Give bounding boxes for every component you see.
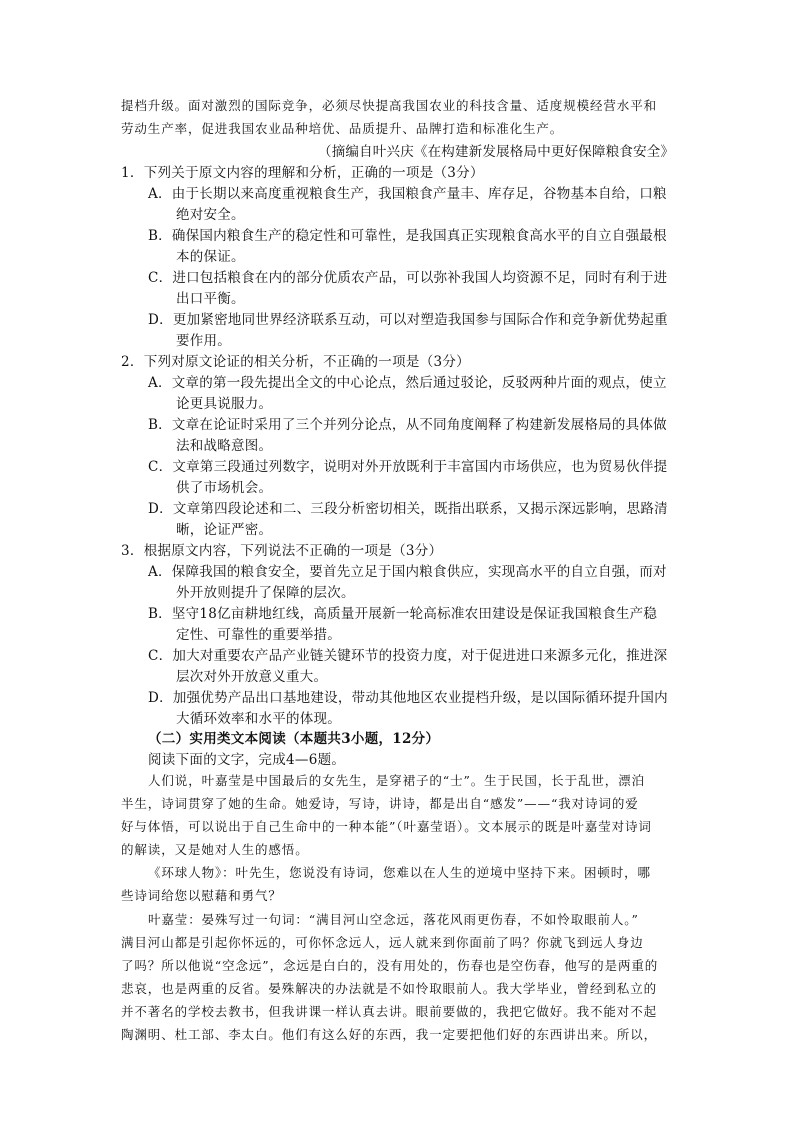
question-2-option-b: B．文章在论证时采用了三个并列分论点，从不同角度阐释了构建新发展格局的具体做 bbox=[148, 417, 667, 433]
question-1-option-a: A．由于长期以来高度重视粮食生产，我国粮食产量丰、库存足，谷物基本自给，口粮 bbox=[148, 186, 667, 202]
question-1-option-a-cont: 绝对安全。 bbox=[176, 207, 245, 223]
passage-line: 了吗？所以他说“空念远”，念远是白白的，没有用处的，伤春也是空伤春，他写的是两重的 bbox=[121, 958, 659, 973]
question-3-option-a: A．保障我国的粮食安全，要首先立足于国内粮食供应，实现高水平的自立自强，而对 bbox=[148, 564, 667, 580]
question-3-option-d: D．加强优势产品出口基地建设，带动其他地区农业提档升级，是以国际循环提升国内 bbox=[148, 690, 668, 706]
question-1-option-d-cont: 要作用。 bbox=[176, 333, 231, 349]
passage-line: 悲哀，也是两重的反省。晏殊解决的办法就是不如怜取眼前人。我大学毕业，曾经到私立的 bbox=[121, 981, 658, 996]
question-1-option-c: C．进口包括粮食在内的部分优质农产品，可以弥补我国人均资源不足，同时有利于进 bbox=[148, 270, 668, 286]
question-1-stem: 1．下列关于原文内容的理解和分析，正确的一项是（3分） bbox=[121, 165, 484, 181]
question-2-stem: 2．下列对原文论证的相关分析，不正确的一项是（3分） bbox=[121, 354, 470, 370]
passage-line: 叶嘉莹：晏殊写过一句词：“满目河山空念远，落花风雨更伤春，不如怜取眼前人。” bbox=[148, 912, 639, 927]
question-3-stem: 3．根据原文内容，下列说法不正确的一项是（3分） bbox=[121, 543, 443, 559]
passage-line: 半生，诗词贯穿了她的生命。她爱诗，写诗，讲诗，都是出自“感发”——“我对诗词的爱 bbox=[121, 796, 639, 811]
question-3-option-a-cont: 外开放则提升了保障的层次。 bbox=[176, 585, 355, 601]
passage-line: 《环球人物》：叶先生，您说没有诗词，您难以在人生的逆境中坚持下来。困顿时，哪 bbox=[148, 865, 651, 880]
question-2-option-a: A．文章的第一段先提出全文的中心论点，然后通过驳论，反驳两种片面的观点，使立 bbox=[148, 375, 667, 391]
question-1-option-c-cont: 出口平衡。 bbox=[176, 291, 245, 307]
question-1-option-b: B．确保国内粮食生产的稳定性和可靠性，是我国真正实现粮食高水平的自立自强最根 bbox=[148, 228, 667, 244]
question-3-option-c-cont: 层次对外开放意义重大。 bbox=[176, 669, 328, 685]
passage-line: 好与体悟，可以说出于自己生命中的一种本能”（叶嘉莹语）。文本展示的既是叶嘉莹对诗词 bbox=[121, 819, 652, 834]
passage-line: 并不著名的学校去教书，但我讲课一样认真去讲。眼前要做的，我把它做好。我不能对不起 bbox=[121, 1004, 658, 1019]
section-heading: （二）实用类文本阅读（本题共3小题，12分） bbox=[148, 731, 440, 747]
intro-line-2: 劳动生产率，促进我国农业品种培优、品质提升、品牌打造和标准化生产。 bbox=[121, 121, 564, 136]
passage-line: 陶渊明、杜工部、李太白。他们有这么好的东西，我一定要把他们好的东西讲出来。所以， bbox=[121, 1027, 658, 1042]
question-3-option-c: C．加大对重要农产品产业链关键环节的投资力度，对于促进进口来源多元化，推进深 bbox=[148, 648, 668, 664]
question-1-option-d: D．更加紧密地同世界经济联系互动，可以对塑造我国参与国际合作和竞争新优势起重 bbox=[148, 312, 668, 328]
question-3-option-b-cont: 定性、可靠性的重要举措。 bbox=[176, 627, 341, 643]
section-instruction: 阅读下面的文字，完成4—6题。 bbox=[148, 752, 346, 768]
question-3-option-b: B．坚守18亿亩耕地红线，高质量开展新一轮高标准农田建设是保证我国粮食生产稳 bbox=[148, 606, 658, 622]
question-2-option-b-cont: 法和战略意图。 bbox=[176, 438, 273, 454]
source-citation: （摘编自叶兴庆《在构建新发展格局中更好保障粮食安全》 bbox=[318, 144, 675, 160]
intro-line-1: 提档升级。面对激烈的国际竞争，必须尽快提高我国农业的科技含量、适度规模经营水平和 bbox=[121, 98, 658, 113]
question-2-option-a-cont: 论更具说服力。 bbox=[176, 396, 273, 412]
question-2-option-d-cont: 晰，论证严密。 bbox=[176, 522, 273, 538]
passage-line: 满目河山都是引起你怀远的，可你怀念远人，远人就来到你面前了吗？你就飞到远人身边 bbox=[121, 935, 644, 950]
question-3-option-d-cont: 大循环效率和水平的体现。 bbox=[176, 711, 341, 727]
passage-line: 些诗词给您以慰藉和勇气？ bbox=[121, 888, 282, 903]
question-2-option-d: D．文章第四段论述和二、三段分析密切相关，既指出联系，又揭示深远影响，思路清 bbox=[148, 501, 668, 517]
passage-line: 的解读，又是她对人生的感悟。 bbox=[121, 842, 309, 857]
passage-line: 人们说，叶嘉莹是中国最后的女先生，是穿裙子的“士”。生于民国，长于乱世，漂泊 bbox=[148, 773, 645, 788]
question-2-option-c-cont: 供了市场机会。 bbox=[176, 480, 273, 496]
question-1-option-b-cont: 本的保证。 bbox=[176, 249, 245, 265]
question-2-option-c: C．文章第三段通过列数字，说明对外开放既利于丰富国内市场供应，也为贸易伙伴提 bbox=[148, 459, 668, 475]
